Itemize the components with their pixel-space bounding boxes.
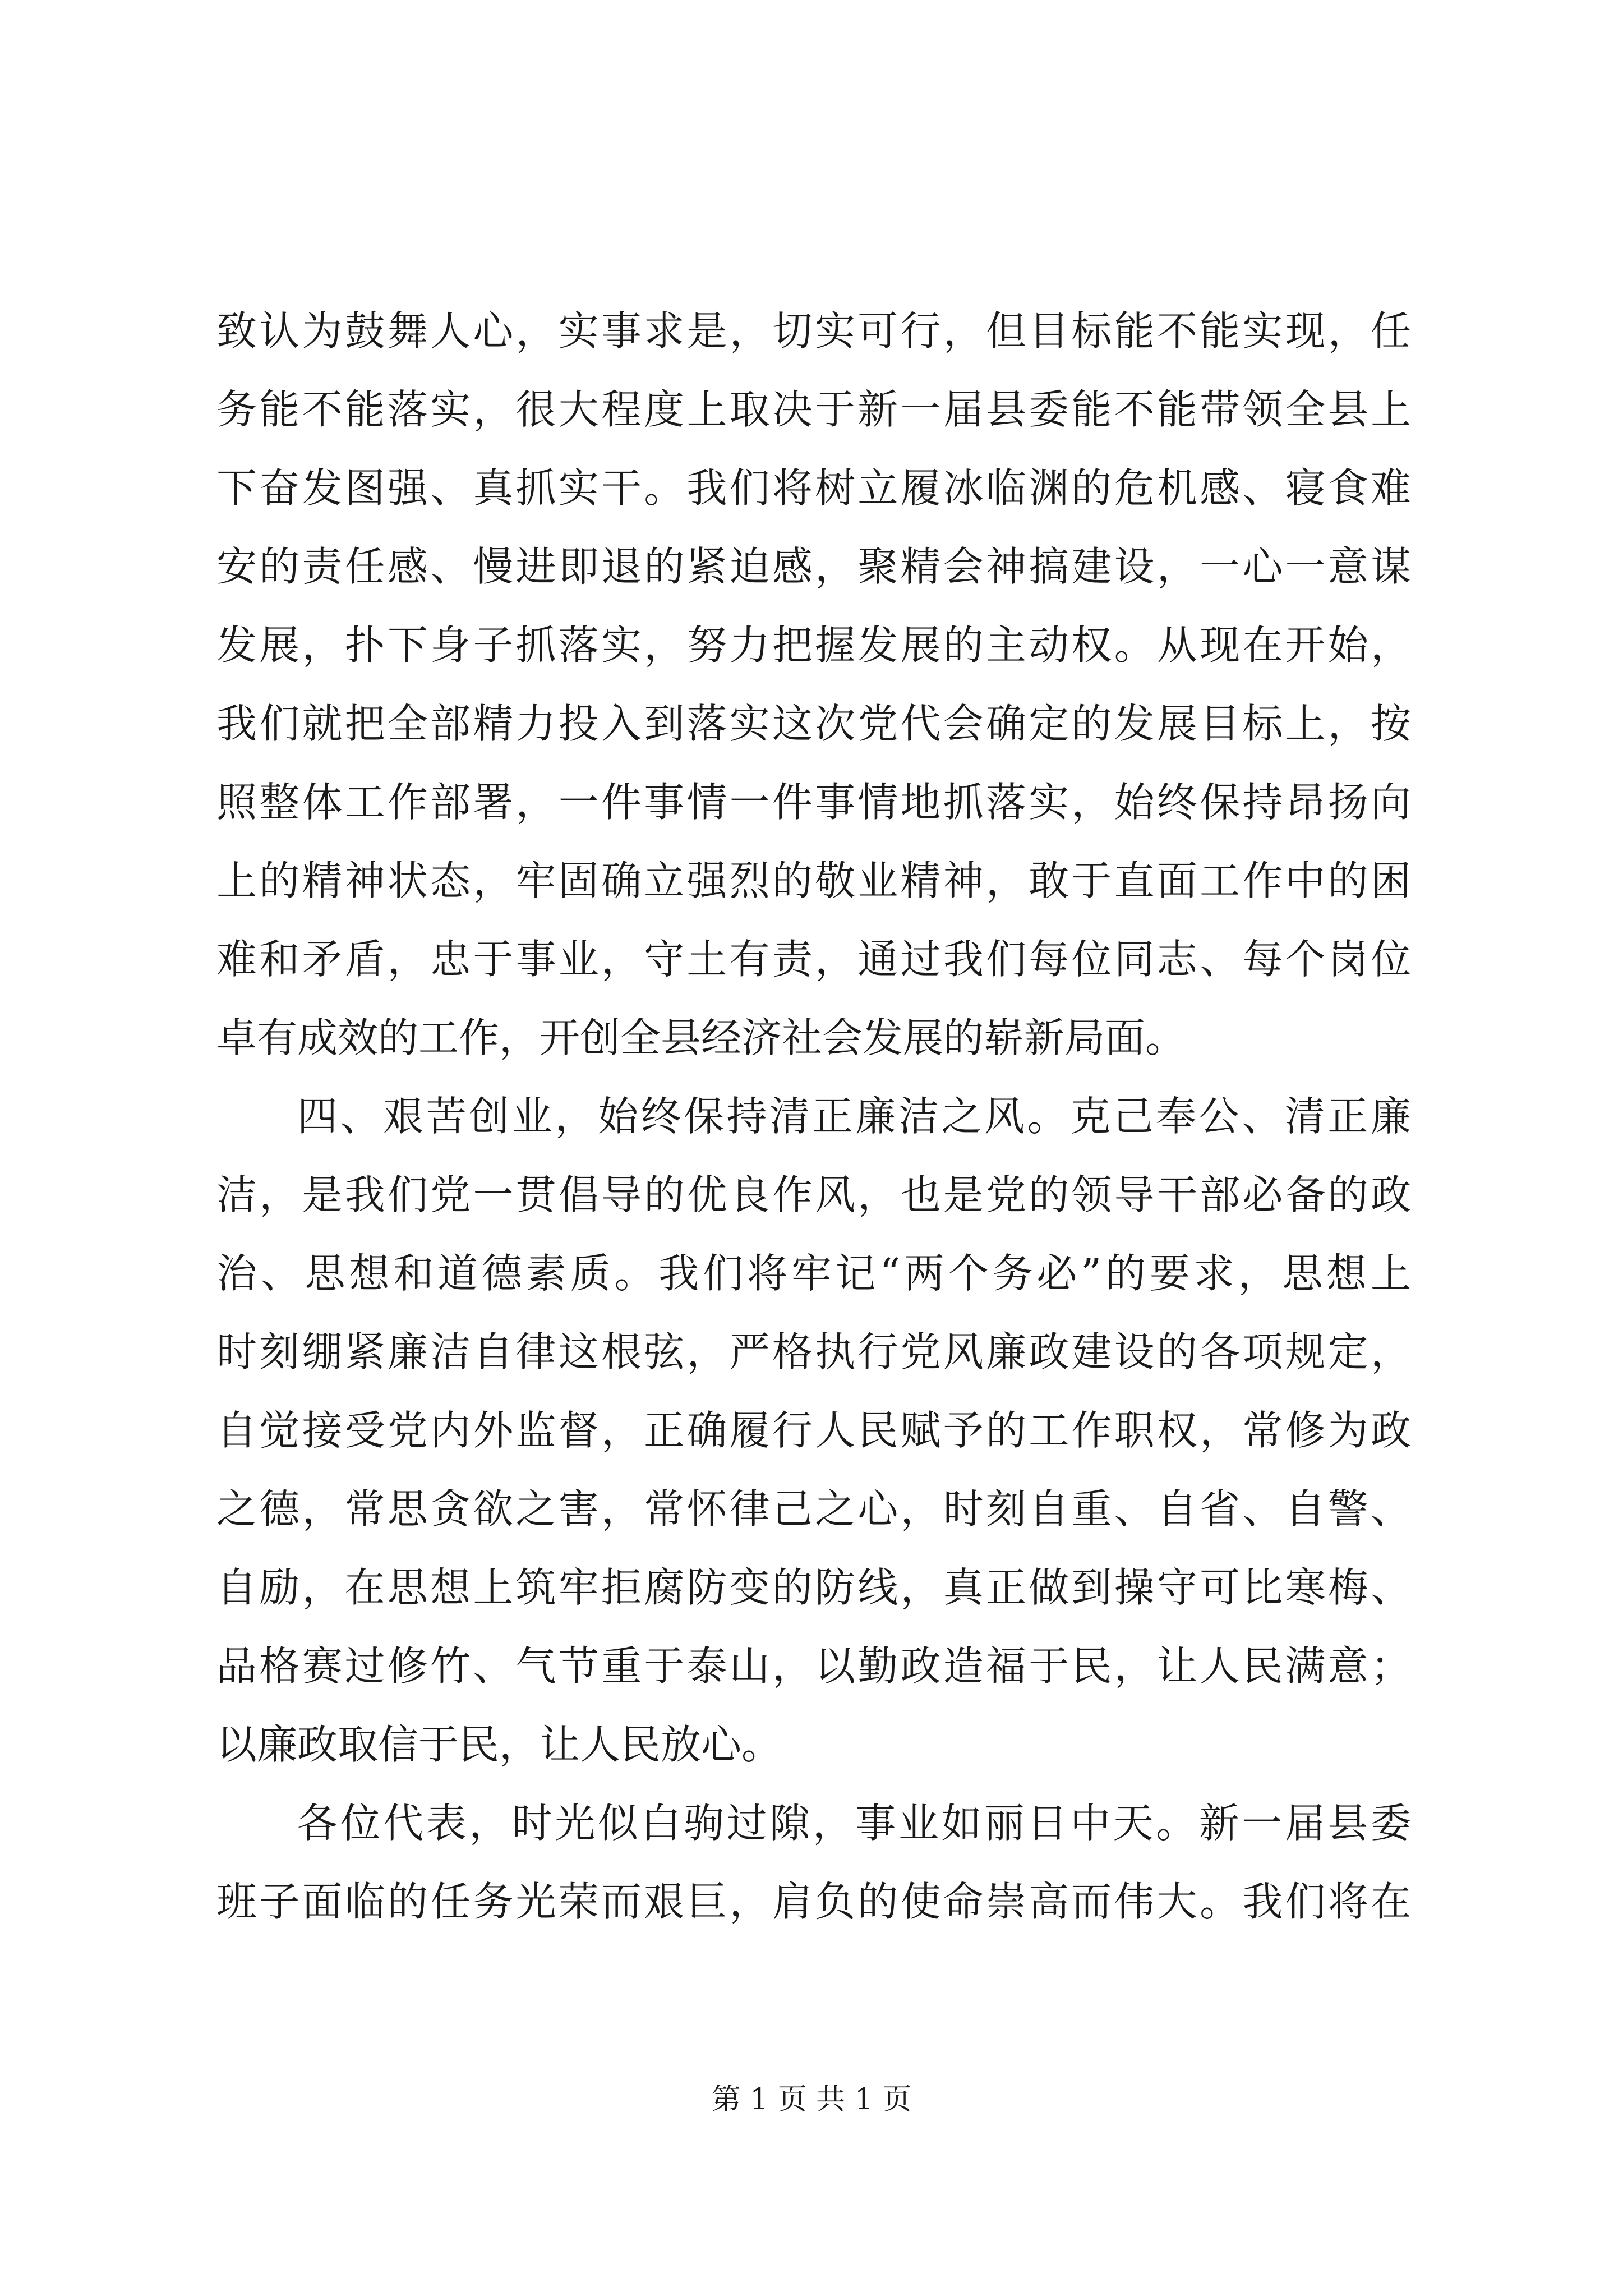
text-line: 自觉接受党内外监督，正确履行人民赋予的工作职权，常修为政 xyxy=(216,1407,1411,1454)
text-line: 治、思想和道德素质。我们将牢记“两个务必”的要求，思想上 xyxy=(216,1250,1411,1297)
text-line: 各位代表，时光似白驹过隙，事业如丽日中天。新一届县委 xyxy=(297,1800,1411,1847)
text-line: 时刻绷紧廉洁自律这根弦，严格执行党风廉政建设的各项规定， xyxy=(216,1328,1411,1375)
text-line: 自励，在思想上筑牢拒腐防变的防线，真正做到操守可比寒梅、 xyxy=(216,1564,1411,1611)
paragraph-2 xyxy=(216,1077,1411,1784)
body-text xyxy=(216,292,1411,1941)
text-line: 之德，常思贪欲之害，常怀律己之心，时刻自重、自省、自警、 xyxy=(216,1485,1411,1533)
text-line: 下奋发图强、真抓实干。我们将树立履冰临渊的危机感、寝食难 xyxy=(216,464,1411,512)
text-line: 照整体工作部署，一件事情一件事情地抓落实，始终保持昂扬向 xyxy=(216,779,1411,826)
text-line: 发展，扑下身子抓落实，努力把握发展的主动权。从现在开始， xyxy=(216,622,1411,669)
paragraph-3 xyxy=(216,1784,1411,1941)
page-footer xyxy=(0,2076,1623,2118)
text-line: 务能不能落实，很大程度上取决于新一届县委能不能带领全县上 xyxy=(216,386,1411,433)
text-line: 我们就把全部精力投入到落实这次党代会确定的发展目标上，按 xyxy=(216,700,1411,747)
paragraph-1 xyxy=(216,292,1411,1077)
text-line: 难和矛盾，忠于事业，守土有责，通过我们每位同志、每个岗位 xyxy=(216,936,1411,983)
text-line: 安的责任感、慢进即退的紧迫感，聚精会神搞建设，一心一意谋 xyxy=(216,543,1411,590)
text-line: 洁，是我们党一贯倡导的优良作风，也是党的领导干部必备的政 xyxy=(216,1171,1411,1218)
text-line: 致认为鼓舞人心，实事求是，切实可行，但目标能不能实现，任 xyxy=(216,307,1411,355)
text-line: 品格赛过修竹、气节重于泰山，以勤政造福于民，让人民满意； xyxy=(216,1642,1411,1690)
text-line: 卓有成效的工作，开创全县经济社会发展的崭新局面。 xyxy=(216,1014,1186,1061)
text-line: 以廉政取信于民，让人民放心。 xyxy=(216,1721,782,1768)
text-line: 四、艰苦创业，始终保持清正廉洁之风。克己奉公、清正廉 xyxy=(297,1093,1411,1140)
text-line: 班子面临的任务光荣而艰巨，肩负的使命崇高而伟大。我们将在 xyxy=(216,1878,1411,1925)
text-line: 上的精神状态，牢固确立强烈的敬业精神，敢于直面工作中的困 xyxy=(216,857,1411,904)
page-number-label: 第 1 页 共 1 页 xyxy=(711,2083,912,2116)
